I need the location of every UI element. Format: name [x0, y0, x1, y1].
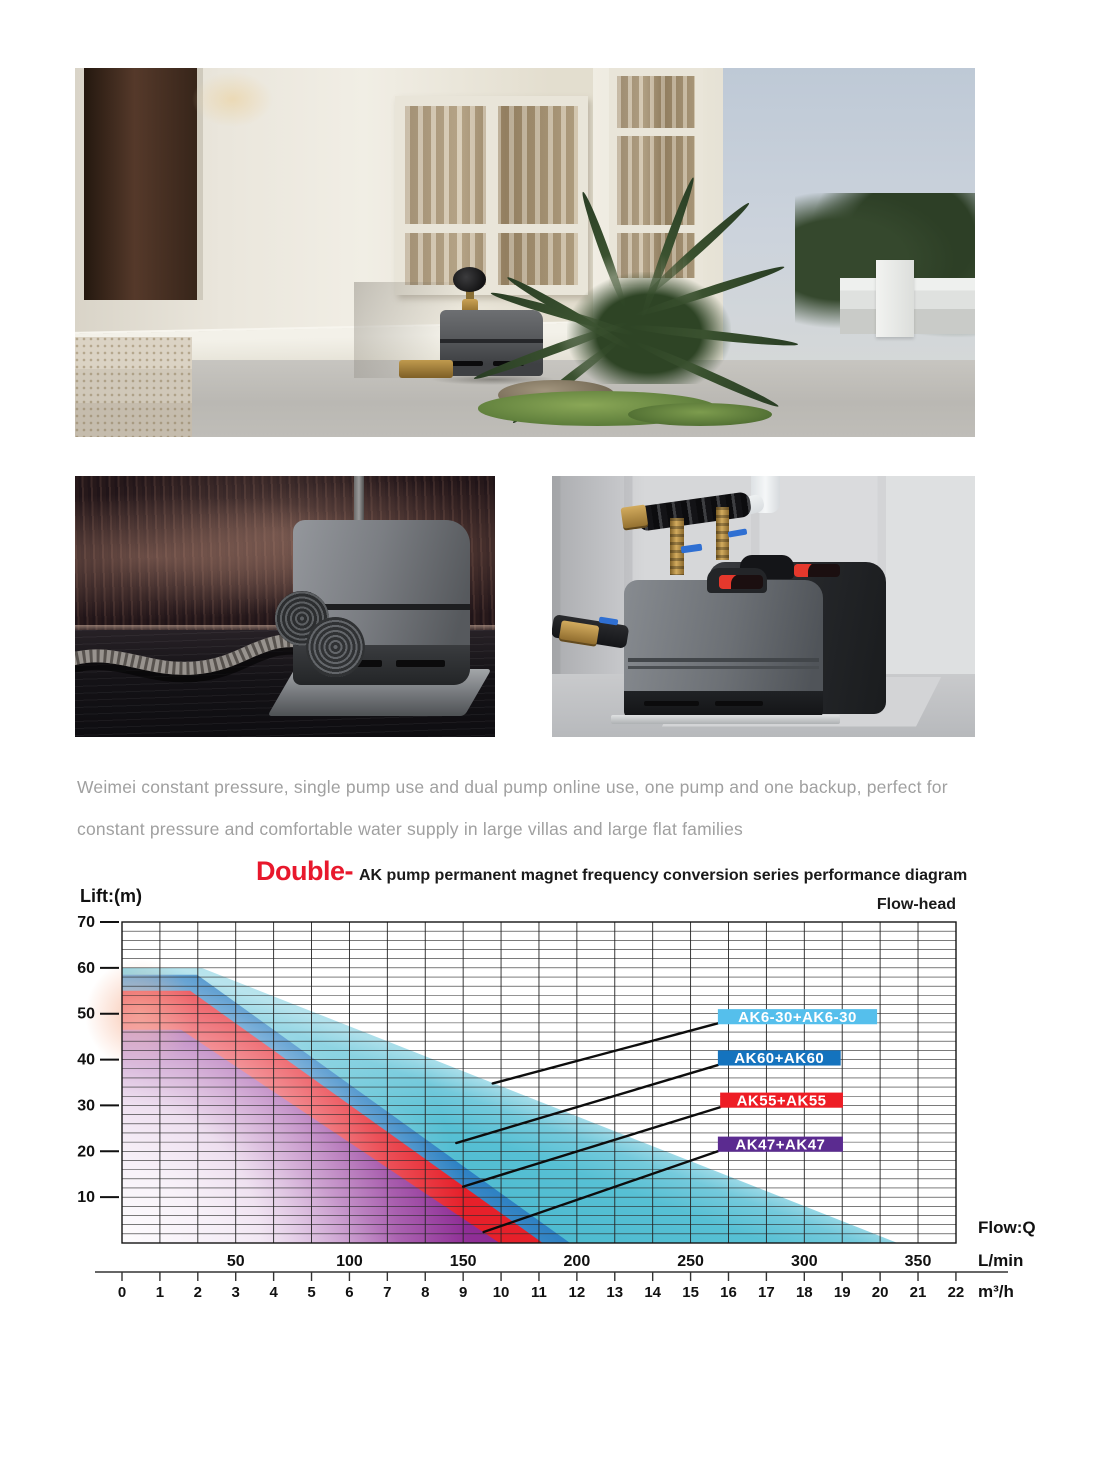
svg-text:7: 7: [383, 1284, 392, 1301]
brass-inlet-pipe: [399, 360, 453, 378]
svg-text:60: 60: [77, 959, 95, 977]
svg-text:AK47+AK47: AK47+AK47: [735, 1136, 826, 1154]
entry-steps: [75, 337, 192, 437]
svg-text:15: 15: [682, 1284, 699, 1301]
fence-pillar: [876, 260, 914, 337]
single-pump-dark-photo: [75, 476, 495, 737]
svg-text:18: 18: [795, 1284, 813, 1301]
svg-text:20: 20: [871, 1284, 889, 1301]
svg-text:8: 8: [421, 1284, 430, 1301]
svg-text:250: 250: [677, 1253, 704, 1270]
svg-text:30: 30: [77, 1097, 95, 1115]
y-axis-ticks: [77, 914, 119, 1206]
chart-subtitle: Flow-head: [876, 896, 956, 913]
base-plate: [611, 715, 839, 724]
svg-text:22: 22: [947, 1284, 965, 1301]
svg-text:17: 17: [758, 1284, 775, 1301]
window-mullion-h2: [617, 225, 696, 233]
svg-text:16: 16: [720, 1284, 737, 1301]
svg-text:9: 9: [458, 1284, 468, 1301]
svg-text:3: 3: [231, 1284, 240, 1301]
manifold-brass-cap: [620, 504, 648, 531]
svg-text:50: 50: [77, 1005, 95, 1023]
chart-title-text: AK pump permanent magnet frequency conversion series performance diagram: [359, 867, 968, 884]
svg-text:20: 20: [77, 1143, 95, 1161]
svg-text:11: 11: [531, 1284, 547, 1301]
svg-text:10: 10: [77, 1189, 95, 1207]
svg-text:40: 40: [77, 1051, 95, 1069]
rear-led-display: [794, 564, 840, 578]
performance-chart: [0, 848, 1100, 1318]
chart-title-highlight: Double-: [256, 856, 353, 886]
svg-text:13: 13: [606, 1284, 624, 1301]
svg-text:5: 5: [307, 1284, 316, 1301]
svg-text:200: 200: [563, 1253, 591, 1270]
svg-text:AK60+AK60: AK60+AK60: [734, 1050, 825, 1068]
svg-text:14: 14: [644, 1284, 662, 1301]
performance-chart-section: [0, 848, 1100, 1318]
moss-mound-2: [628, 403, 772, 426]
pump-groove-2: [628, 666, 819, 669]
wall-lamp-glow: [192, 72, 273, 127]
svg-text:AK55+AK55: AK55+AK55: [736, 1092, 827, 1110]
window-mullion-h: [617, 128, 696, 136]
svg-text:19: 19: [833, 1284, 851, 1301]
svg-text:10: 10: [492, 1284, 510, 1301]
entry-door: [84, 68, 203, 300]
front-led-display: [719, 575, 763, 589]
svg-text:Flow:Q: Flow:Q: [978, 1218, 1036, 1237]
performance-envelopes: [85, 922, 956, 1243]
y-axis-label: Lift:(m): [80, 886, 142, 906]
villa-installation-photo: [75, 68, 975, 437]
svg-text:L/min: L/min: [978, 1251, 1024, 1270]
svg-text:m³/h: m³/h: [978, 1282, 1014, 1301]
svg-text:4: 4: [269, 1284, 278, 1301]
front-pump: [624, 580, 823, 718]
svg-text:300: 300: [790, 1253, 818, 1270]
palm-bush: [471, 238, 813, 430]
svg-text:350: 350: [904, 1253, 932, 1270]
chart-title: [256, 856, 967, 887]
dual-pump-photo: [552, 476, 975, 737]
svg-text:2: 2: [193, 1284, 202, 1301]
product-description: Weimei constant pressure, single pump use and dual pump online use, one pump and one backup, perfect for constant pressure and comfortable water supply in large villas and large flat families: [77, 776, 948, 839]
pump-groove: [628, 658, 819, 662]
svg-text:AK6-30+AK6-30: AK6-30+AK6-30: [738, 1008, 857, 1026]
window-mullion-h: [405, 224, 579, 233]
svg-text:100: 100: [336, 1253, 363, 1270]
svg-text:70: 70: [77, 914, 95, 931]
motor-coil-2: [306, 617, 365, 677]
svg-text:0: 0: [117, 1284, 127, 1301]
svg-text:12: 12: [568, 1284, 586, 1301]
svg-text:6: 6: [345, 1284, 354, 1301]
svg-text:21: 21: [909, 1284, 927, 1301]
svg-text:1: 1: [155, 1284, 165, 1301]
svg-text:150: 150: [449, 1253, 477, 1270]
svg-text:50: 50: [226, 1253, 245, 1270]
x-axis-m3h: [95, 1272, 1014, 1301]
